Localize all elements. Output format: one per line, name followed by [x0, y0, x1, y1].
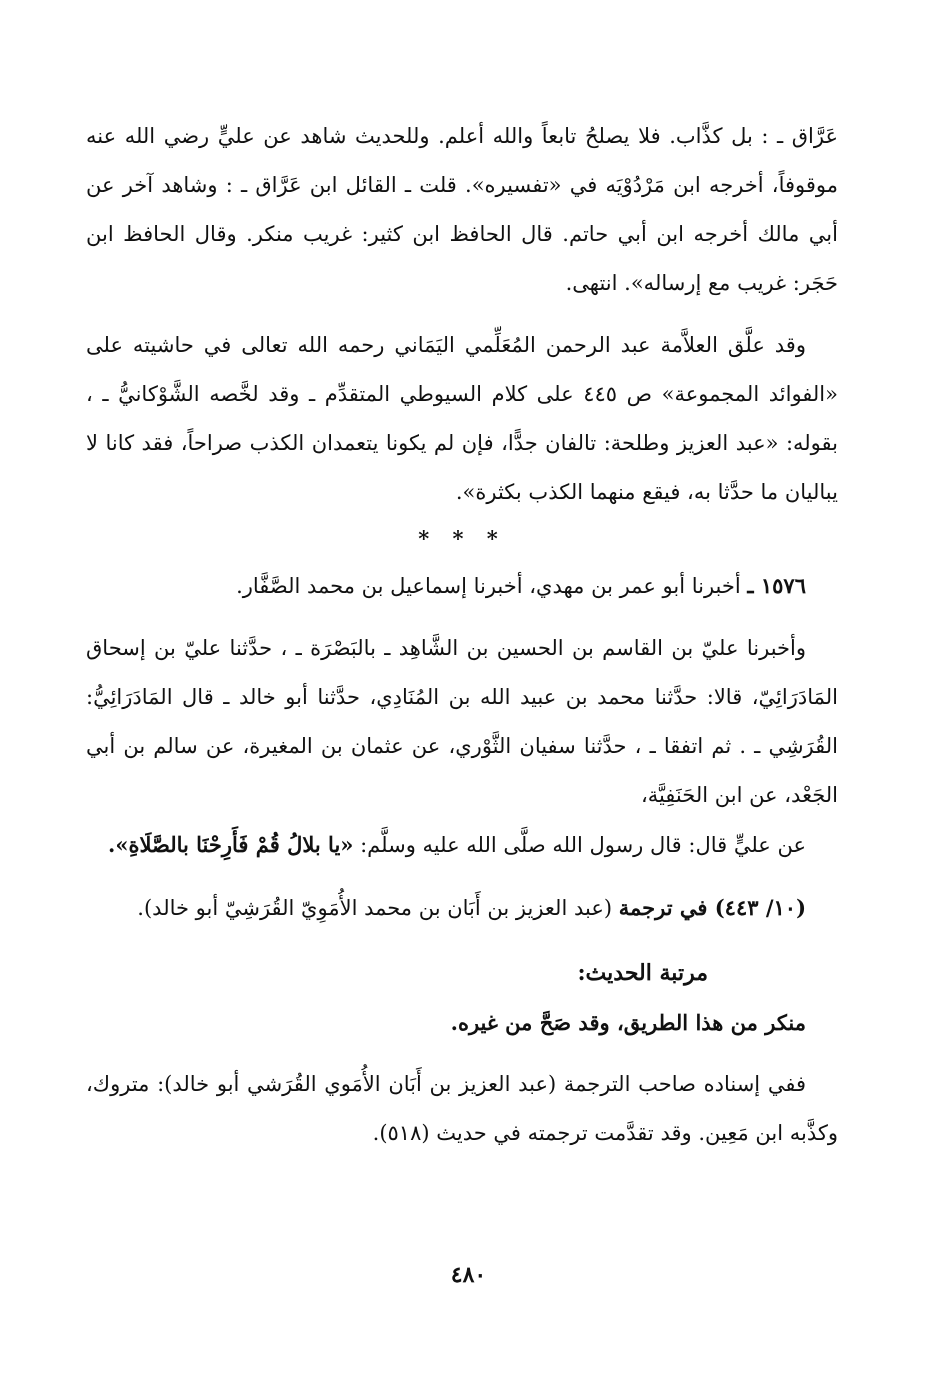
hadith-reference: [86, 883, 838, 933]
hadith-isnad: وأخبرنا عليّ بن القاسم بن الحسين بن الشَّاهِد ـ بالبَصْرَة ـ ، حدَّثنا عليّ بن إسحاق المَادَرَائِيّ، قالا: حدَّثنا محمد بن عبيد الله بن المُنَادِي، حدَّثنا أبو خالد ـ قال المَادَرَائِيُّ: القُرَشِي ـ . ثم اتفقا ـ ، حدَّثنا سفيان الثَّوْري، عن عثمان بن المغيرة، عن سالم بن أبي الجَعْد، عن ابن الحَنَفِيَّة،: [86, 636, 838, 807]
page-number: ٤٨٠: [450, 1262, 487, 1288]
hadith-reference-narrator: (عبد العزيز بن أَبَان بن محمد الأُمَوِيّ القُرَشِيّ أبو خالد).: [137, 896, 613, 920]
grade-verdict: منكر من هذا الطريق، وقد صَحَّ من غيره.: [450, 1010, 806, 1035]
hadith-number: ١٥٧٦ ـ: [747, 573, 806, 598]
section-separator: * * *: [418, 526, 506, 551]
hadith-reference-volume: (١٠/ ٤٤٣) في ترجمة: [618, 895, 806, 920]
grade-explanation: ففي إسناده صاحب الترجمة (عبد العزيز بن أَبَان الأُمَوي القُرَشي أبو خالد): متروك، وكذَّبه ابن مَعِين. وقد تقدَّمت ترجمته في حديث (٥١٨).: [86, 1072, 838, 1145]
hadith-first-chain: أخبرنا أبو عمر بن مهدي، أخبرنا إسماعيل بن محمد الصَّفَّار.: [236, 574, 741, 598]
hadith-matn: [86, 820, 838, 870]
paragraph-muallimi-note: وقد علَّق العلاَّمة عبد الرحمن المُعَلِّمي اليَمَاني رحمه الله تعالى في حاشيته على «الفوائد المجموعة» ص ٤٤٥ على كلام السيوطي المتقدِّم ـ وقد لخَّصه الشَّوْكانيُّ ـ ، بقوله: «عبد العزيز وطلحة: تالفان جدًّا، فإن لم يكونا يتعمدان الكذب صراحاً، فقد كانا لا يباليان ما حدَّثا به، فيقع منهما الكذب بكثرة».: [86, 333, 838, 504]
paragraph-intro: عَرَّاق ـ : بل كذَّاب. فلا يصلحُ تابعاً والله أعلم. وللحديث شاهد عن عليٍّ رضي الله عنه موقوفاً، أخرجه ابن مَرْدُوْيَه في «تفسيره». قلت ـ القائل ابن عَرَّاق ـ : وشاهد آخر عن أبي مالك أخرجه ابن أبي حاتم. قال الحافظ ابن كثير: غريب منكر. وقال الحافظ ابن حَجَر: غريب مع إرساله». انتهى.: [86, 124, 838, 295]
hadith-matn-intro: عن عليٍّ قال: قال رسول الله صلَّى الله عليه وسلَّم:: [360, 833, 806, 857]
grade-section-title: مرتبة الحديث:: [577, 960, 708, 986]
hadith-first-line: [86, 561, 838, 611]
hadith-matn-quote: «يا بلالُ قُمْ فَأَرِحْنَا بالصَّلَاةِ».: [108, 832, 354, 857]
page-body: [86, 112, 838, 1158]
